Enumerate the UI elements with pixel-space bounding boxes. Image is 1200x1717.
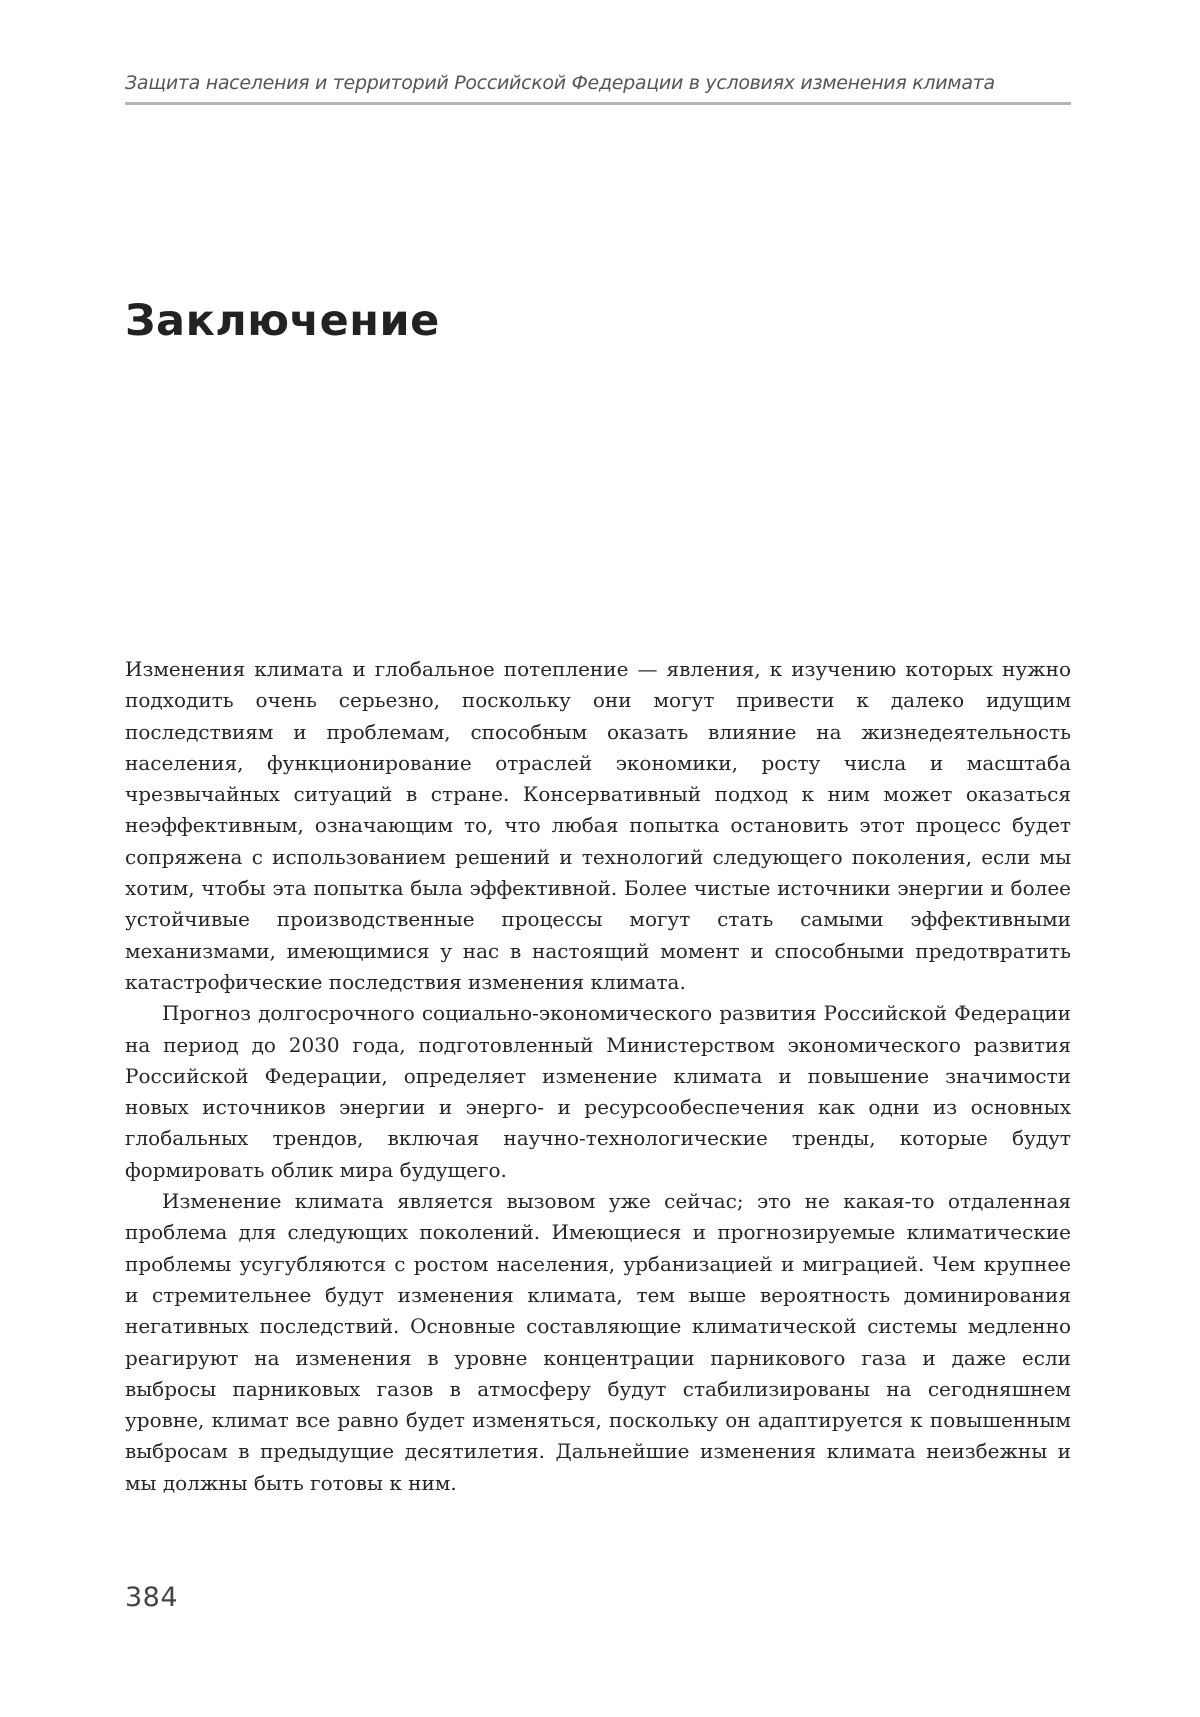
paragraph-1: Изменения климата и глобальное потепление — явления, к изучению которых нужно подходить очень серьезно, поскольку они могут привести к далеко идущим последствиям и проблемам, способным оказать влияние на жизнедеятельность населения, функционирование отраслей экономики, росту числа и масштаба чрезвычайных ситуаций в стране. Консервативный подход к ним может оказаться неэффективным, означающим то, что любая попытка остановить этот процесс будет сопряжена с использованием решений и технологий следующего поколения, если мы хотим, чтобы эта попытка была эффективной. Более чистые источники энергии и более устойчивые производственные процессы могут стать самыми эффективными механизмами, имеющимися у нас в настоящий момент и способными предотвратить катастрофические последствия изменения климата. <box>125 657 1071 994</box>
paragraph-3: Изменение климата является вызовом уже сейчас; это не какая-то отдаленная проблема для следующих поколений. Имеющиеся и прогнозируемые климатические проблемы усугубляются с ростом населения, урбанизацией и миграцией. Чем крупнее и стремительнее будут изменения климата, тем выше вероятность доминирования негативных последствий. Основные составляющие климатической системы медленно реагируют на изменения в уровне концентрации парникового газа и даже если выбросы парниковых газов в атмосферу будут стабилизированы на сегодняшнем уровне, климат все равно будет изменяться, поскольку он адаптируется к повышенным выбросам в предыдущие десятилетия. Дальнейшие изменения климата неизбежны и мы должны быть готовы к ним. <box>125 1189 1071 1495</box>
body-text <box>125 654 1071 1499</box>
page-number: 384 <box>125 1582 179 1613</box>
header-rule <box>125 102 1071 105</box>
chapter-title: Заключение <box>125 296 440 346</box>
paragraph-2: Прогноз долгосрочного социально-экономического развития Российской Федерации на период до 2030 года, подготовленный Министерством экономического развития Российской Федерации, определяет изменение климата и повышение значимости новых источников энергии и энерго- и ресурсообеспечения как одни из основных глобальных трендов, включая научно-технологические тренды, которые будут формировать облик мира будущего. <box>125 1001 1071 1182</box>
running-header: Защита населения и территорий Российской Федерации в условиях изменения климата <box>125 72 995 94</box>
